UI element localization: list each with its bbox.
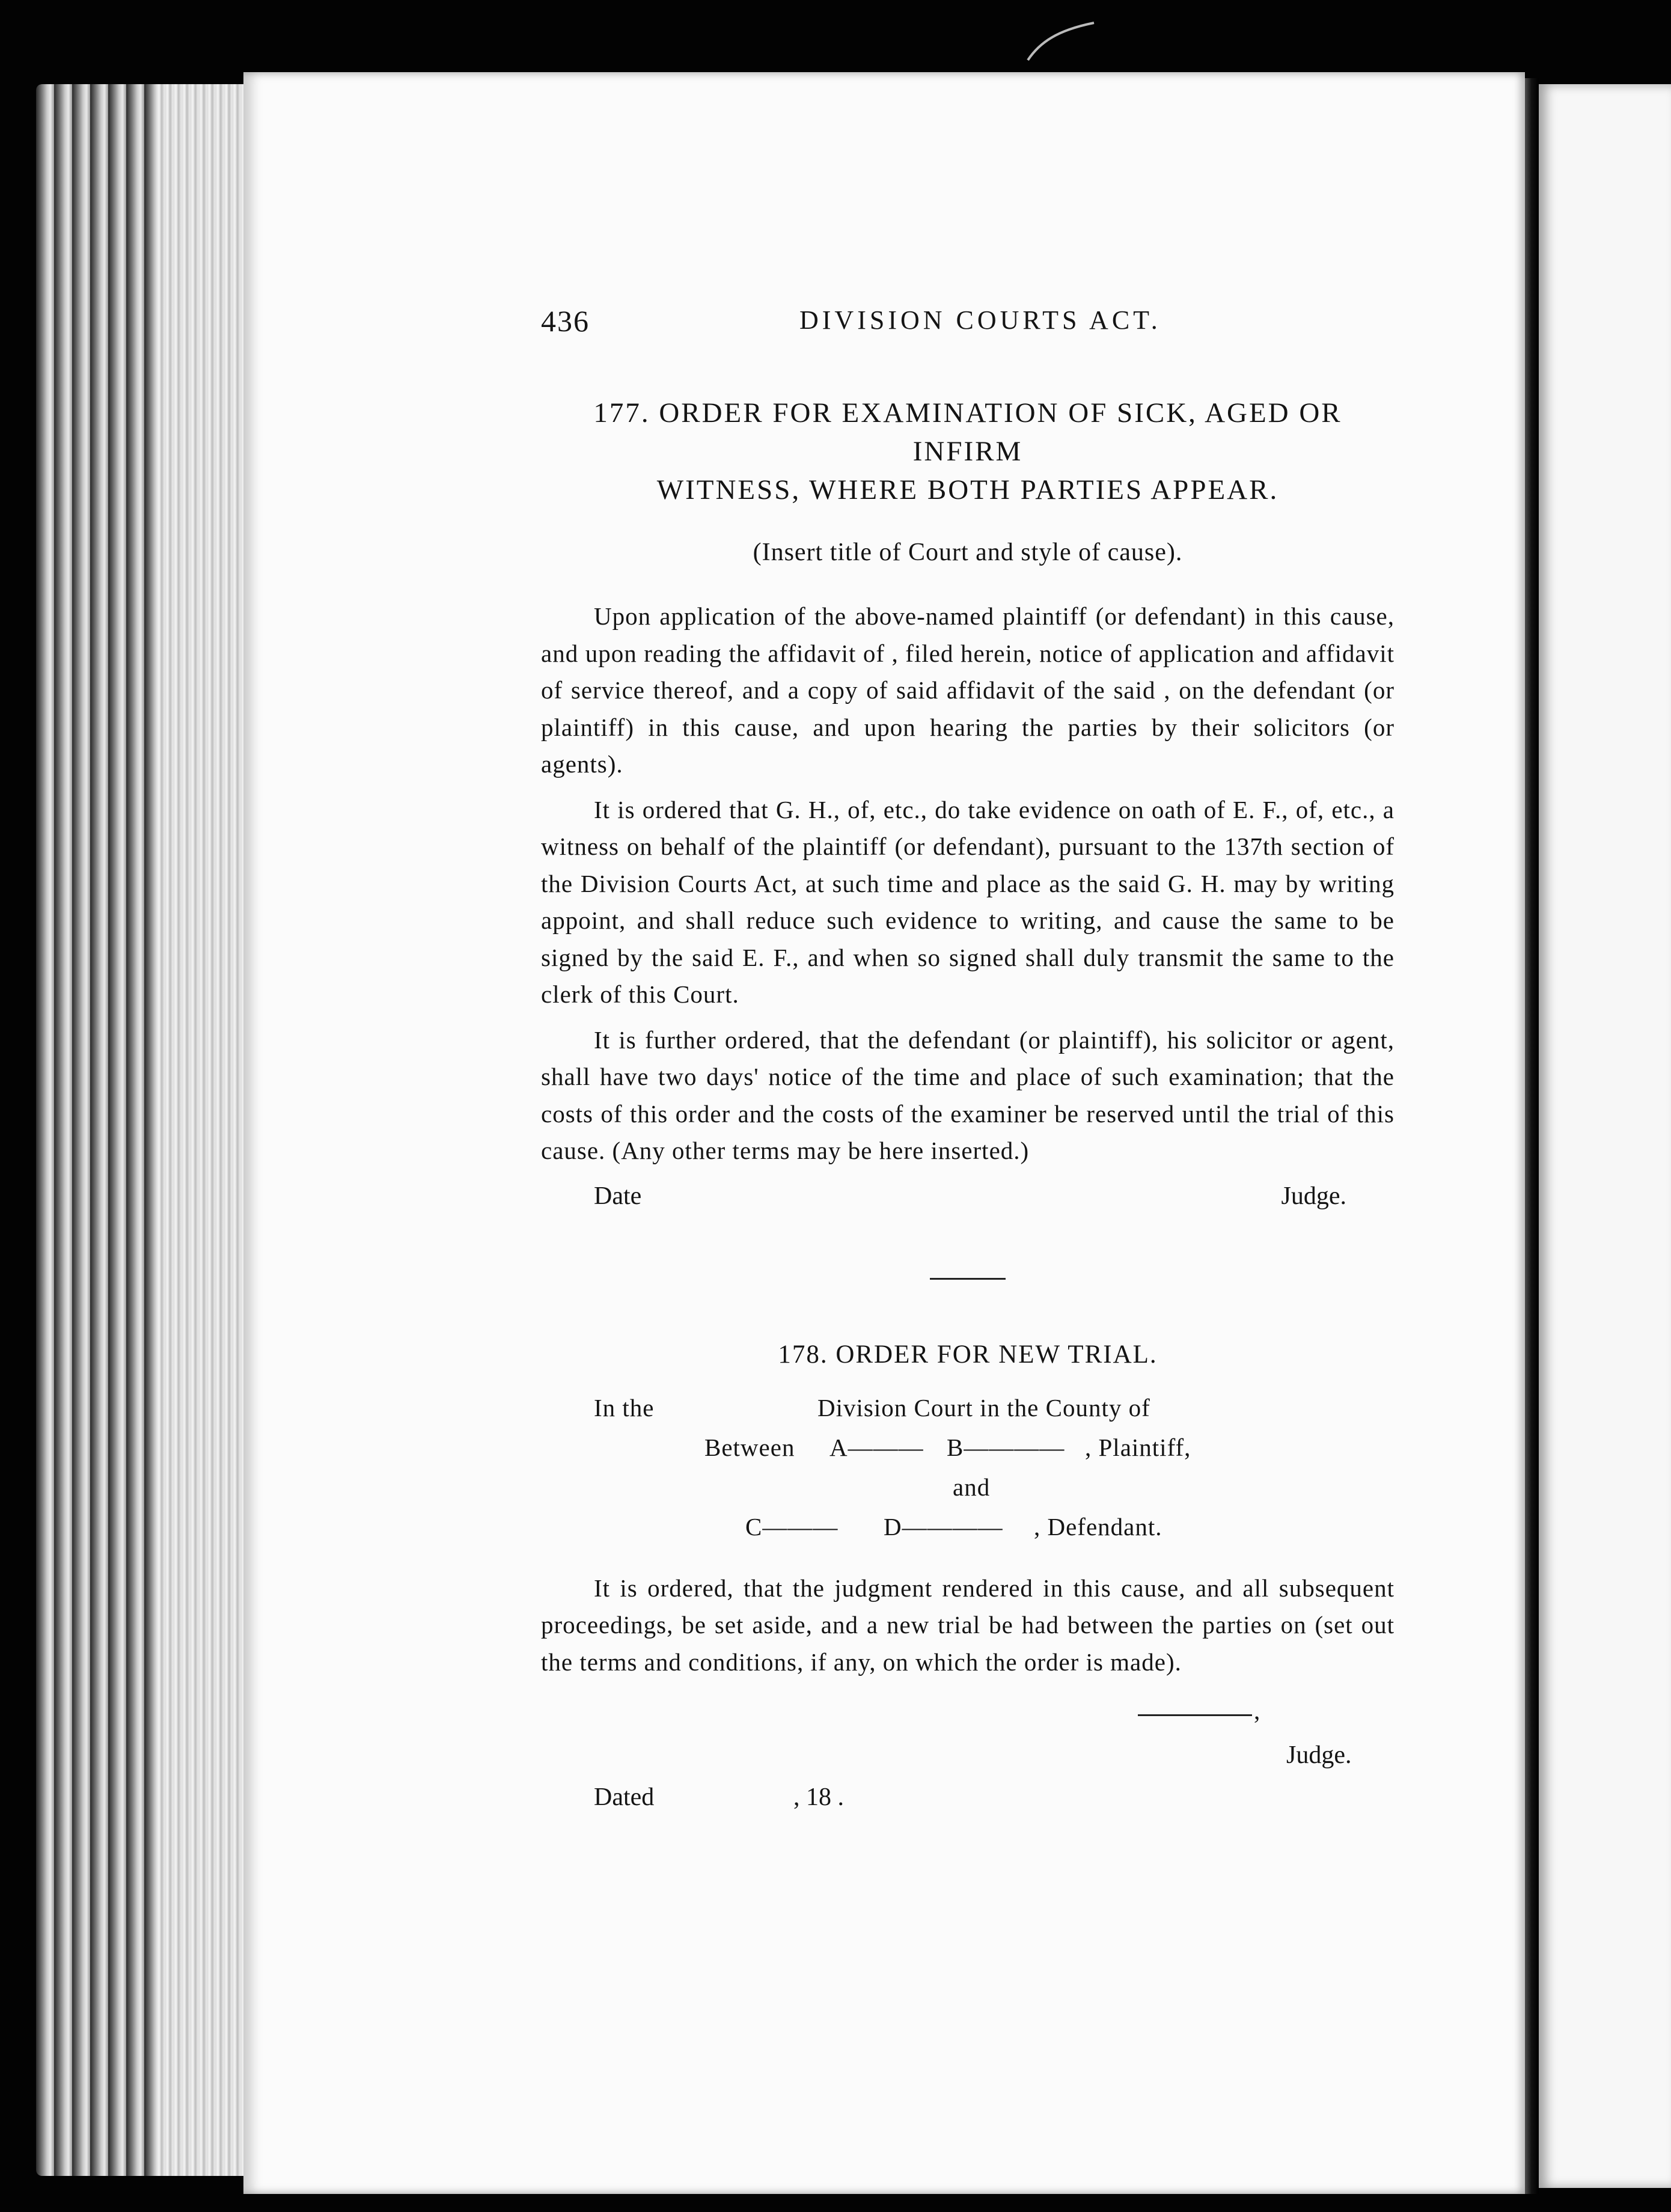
year-label: , 18 . bbox=[793, 1783, 844, 1811]
dated-label: Dated bbox=[594, 1783, 655, 1811]
form-177-heading-line1: 177. ORDER FOR EXAMINATION OF SICK, AGED OR INFIRM bbox=[593, 397, 1342, 467]
section-divider bbox=[930, 1278, 1006, 1280]
defendant-line bbox=[541, 1512, 1395, 1552]
dated-row bbox=[541, 1783, 1395, 1819]
signature-comma: , bbox=[1254, 1697, 1260, 1725]
book-page-edges bbox=[36, 84, 252, 2176]
facing-page bbox=[1539, 84, 1671, 2188]
and-label: and bbox=[953, 1473, 991, 1501]
defendant-initial-c: C——— bbox=[745, 1512, 839, 1541]
between-label: Between bbox=[704, 1433, 795, 1461]
plaintiff-initial-a: A——— bbox=[829, 1433, 924, 1461]
plaintiff-role: , Plaintiff, bbox=[1085, 1433, 1191, 1461]
judge-label: Judge. bbox=[1281, 1182, 1346, 1210]
form-177-paragraph-1: Upon application of the above-named plaintiff (or defendant) in this cause, and upon reading the affidavit of , filed herein, notice of application and affidavit of service thereof, and a copy of said affidavit of the said , on the defendant (or plaintiff) in this cause, and upon hearing the parties by their solicitors (or agents). bbox=[541, 602, 1395, 778]
page-content bbox=[541, 304, 1395, 1819]
form-178-paragraph: It is ordered, that the judgment rendered in this cause, and all subsequent proceedings, be set aside, and a new trial be had between the parties on (set out the terms and conditions, if any, on which the order is made). bbox=[541, 1574, 1395, 1676]
page-number: 436 bbox=[541, 304, 590, 338]
defendant-initial-d: D———— bbox=[884, 1512, 1003, 1541]
form-177-paragraph-2: It is ordered that G. H., of, etc., do take evidence on oath of E. F., of, etc., a witness on behalf of the plaintiff (or defendant), pursuant to the 137th section of the Division Courts Act, at such time and place as the said G. H. may by writing appoint, and shall reduce such evidence to writing, and cause the same to be signed by the said E. F., and when so signed shall duly transmit the same to the clerk of this Court. bbox=[541, 795, 1395, 1008]
form-177-paragraph-3: It is further ordered, that the defendant (or plaintiff), his solicitor or agent, shall have two days' notice of the time and place of such examination; that the costs of this order and the costs of the examiner be reserved until the trial of this cause. (Any other terms may be here inserted.) bbox=[541, 1025, 1395, 1164]
judge-signature-line bbox=[541, 1693, 1395, 1741]
form-177-heading bbox=[541, 394, 1395, 509]
court-line bbox=[541, 1393, 1395, 1433]
court-line-left: In the bbox=[594, 1393, 655, 1422]
form-178-judge bbox=[541, 1741, 1395, 1777]
form-178-heading: 178. ORDER FOR NEW TRIAL. bbox=[778, 1340, 1158, 1369]
form-177-heading-line2: WITNESS, WHERE BOTH PARTIES APPEAR. bbox=[656, 474, 1279, 506]
page-header bbox=[541, 304, 1395, 346]
signature-dash bbox=[1138, 1714, 1252, 1716]
plaintiff-initial-b: B———— bbox=[947, 1433, 1065, 1461]
style-of-cause-note: (Insert title of Court and style of cause). bbox=[753, 539, 1183, 566]
date-label: Date bbox=[594, 1182, 642, 1210]
plaintiff-line bbox=[541, 1433, 1395, 1473]
and-line bbox=[541, 1473, 1395, 1512]
court-line-right: Division Court in the County of bbox=[817, 1393, 1150, 1422]
form-178-judge-label: Judge. bbox=[1286, 1741, 1352, 1769]
form-177-signature-row bbox=[541, 1182, 1395, 1230]
running-title: DIVISION COURTS ACT. bbox=[799, 305, 1161, 335]
defendant-role: , Defendant. bbox=[1034, 1512, 1162, 1541]
pen-mark bbox=[1022, 18, 1100, 66]
